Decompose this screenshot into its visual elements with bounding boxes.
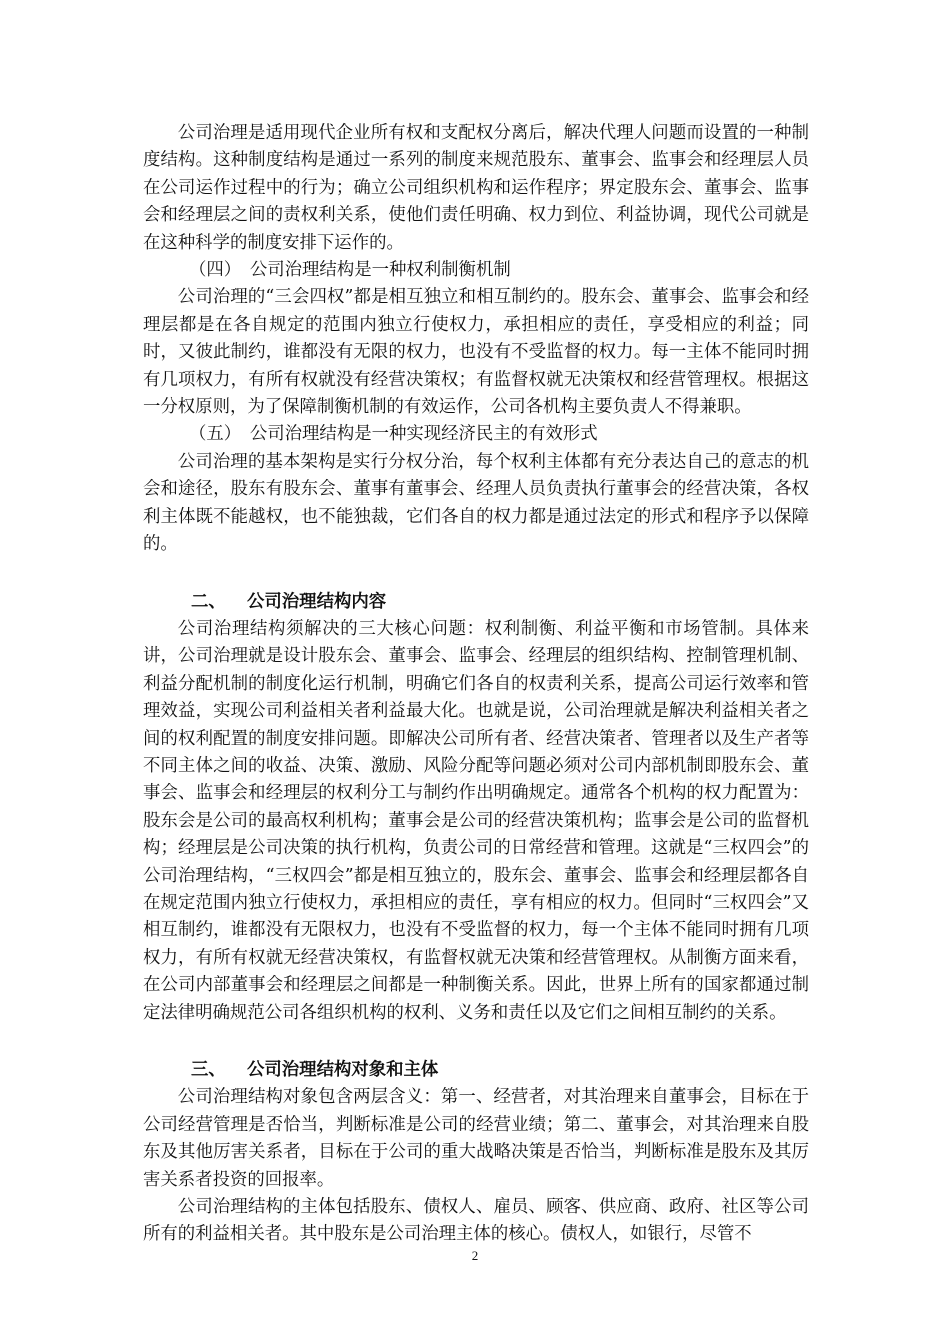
document-body [143, 120, 809, 1249]
paragraph-governance-objects: 公司治理结构对象包含两层含义：第一、经营者，对其治理来自董事会，目标在于公司经营管理是否恰当，判断标准是公司的经营业绩；第二、董事会，对其治理来自股东及其他厉害关系者，目标在于公司的重大战略决策是否恰当，判断标准是股东及其厉害关系者投资的回报率。 [143, 1087, 809, 1190]
paragraph-core-issues: 公司治理结构须解决的三大核心问题：权利制衡、利益平衡和市场管制。具体来讲，公司治理就是设计股东会、董事会、监事会、经理层的组织结构、控制管理机制、利益分配机制的制度化运行机制，明确它们各自的权责利关系，提高公司运行效率和管理效益，实现公司利益相关者利益最大化。也就是说，公司治理就是解决利益相关者之间的权利配置的制度安排问题。即解决公司所有者、经营决策者、管理者以及生产者等不同主体之间的收益、决策、激励、风险分配等问题必须对公司内部机制即股东会、董事会、监事会和经理层的权利分工与制约作出明确规定。通常各个机构的权力配置为：股东会是公司的最高权利机构；董事会是公司的经营决策机构；监事会是公司的监督机构；经理层是公司决策的执行机构，负责公司的日常经营和管理。这就是“三权四会”的公司治理结构，“三权四会”都是相互独立的，股东会、董事会、监事会和经理层都各自在规定范围内独立行使权力，承担相应的责任，享有相应的权力。但同时“三权四会”又相互制约，谁都没有无限权力，也没有不受监督的权力，每一个主体不能同时拥有几项权力，有所有权就无经营决策权，有监督权就无决策和经营管理权。从制衡方面来看，在公司内部董事会和经理层之间都是一种制衡关系。因此，世界上所有的国家都通过制定法律明确规范公司各组织机构的权利、义务和责任以及它们之间相互制约的关系。 [143, 618, 809, 1023]
section-number: 三、 [191, 1060, 226, 1080]
paragraph-separation-of-powers: 公司治理的基本架构是实行分权分治，每个权利主体都有充分表达自己的意志的机会和途径，股东有股东会、董事有董事会、经理人员负责执行董事会的经营决策，各权利主体既不能越权，也不能独裁，它们各自的权力都是通过法定的形式和程序予以保障的。 [143, 451, 809, 555]
section-number: 二、 [191, 591, 226, 612]
section-title: 公司治理结构对象和主体 [247, 1060, 439, 1080]
paragraph-governance-definition: 公司治理是适用现代企业所有权和支配权分离后，解决代理人问题而设置的一种制度结构。这种制度结构是通过一系列的制度来规范股东、董事会、监事会和经理层人员在公司运作过程中的行为；确立公司组织机构和运作程序；界定股东会、董事会、监事会和经理层之间的责权利关系，使他们责任明确、权力到位、利益协调，现代公司就是在这种科学的制度安排下运作的。 [143, 123, 809, 253]
page-number: 2 [471, 1248, 479, 1263]
subheading-economic-democracy: （五） 公司治理结构是一种实现经济民主的有效形式 [189, 424, 598, 445]
section-heading-objects-subjects [143, 1057, 809, 1084]
subheading-checks-and-balances: （四） 公司治理结构是一种权利制衡机制 [189, 260, 511, 281]
section-heading-content [143, 589, 809, 616]
paragraph-governance-subjects: 公司治理结构的主体包括股东、债权人、雇员、顾客、供应商、政府、社区等公司所有的利益相关者。其中股东是公司治理主体的核心。债权人，如银行，尽管不 [143, 1197, 809, 1245]
section-title: 公司治理结构内容 [247, 591, 387, 612]
paragraph-three-meetings-four-powers: 公司治理的“三会四权”都是相互独立和相互制约的。股东会、董事会、监事会和经理层都是在各自规定的范围内独立行使权力，承担相应的责任，享受相应的利益；同时，又彼此制约，谁都没有无限的权力，也没有不受监督的权力。每一主体不能同时拥有几项权力，有所有权就没有经营决策权；有监督权就无决策权和经营管理权。根据这一分权原则，为了保障制衡机制的有效运作，公司各机构主要负责人不得兼职。 [143, 287, 809, 418]
